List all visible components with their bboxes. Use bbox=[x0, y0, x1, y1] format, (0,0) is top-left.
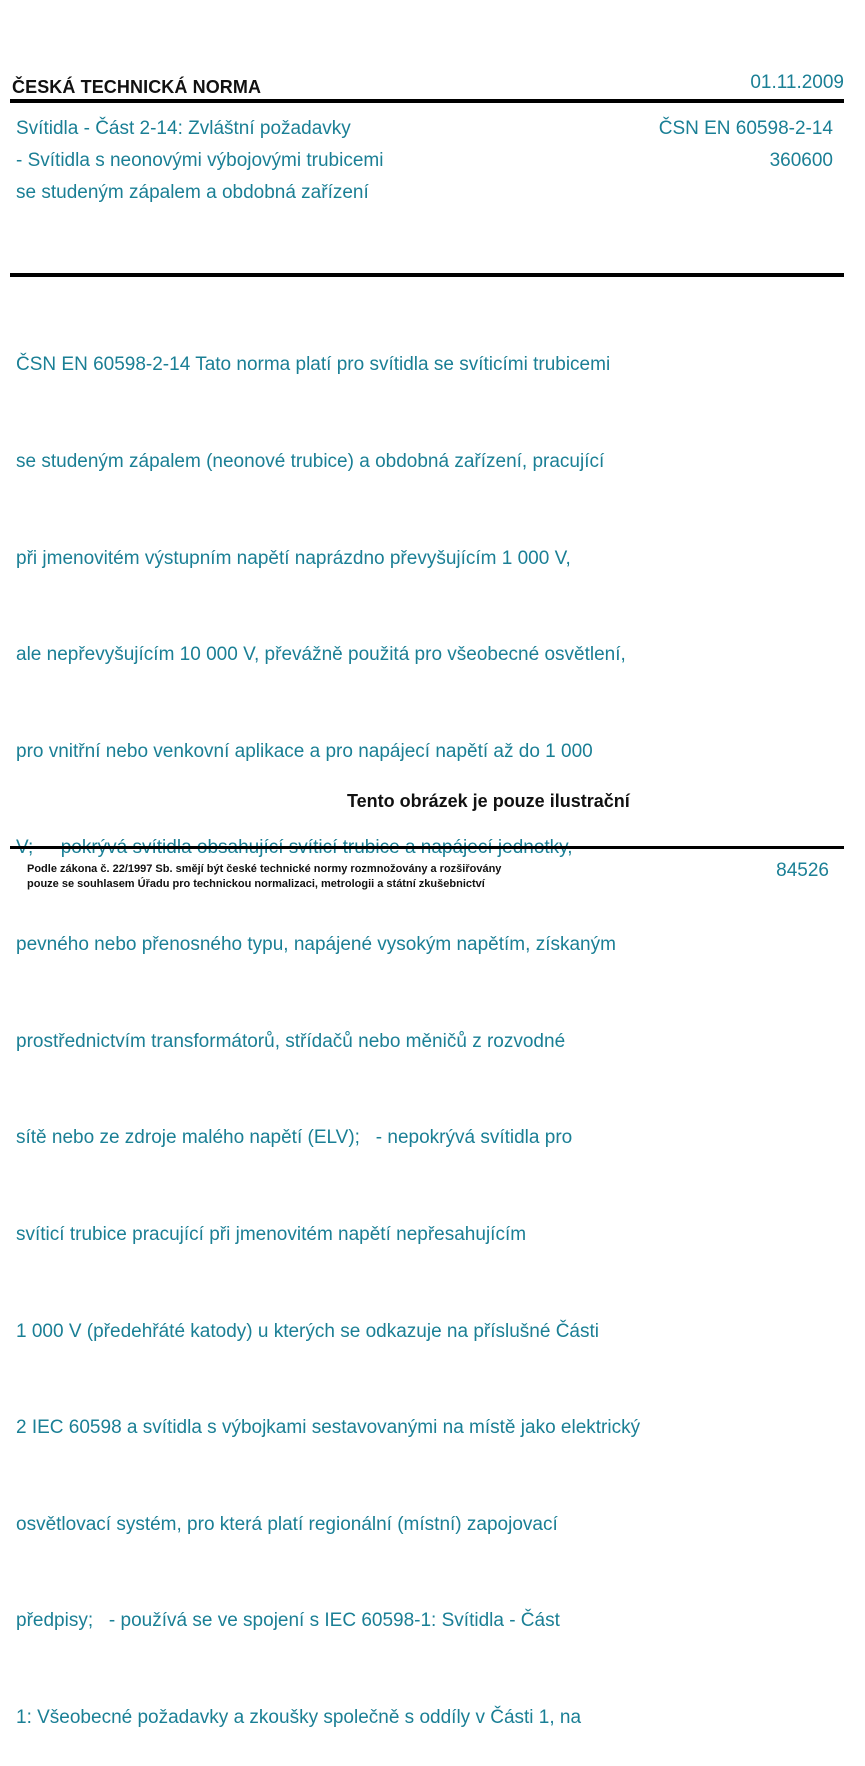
abstract-line: 1: Všeobecné požadavky a zkoušky společně s oddíly v Části 1, na bbox=[16, 1706, 582, 1728]
illustration-note: Tento obrázek je pouze ilustrační bbox=[347, 791, 630, 811]
abstract-line: prostřednictvím transformátorů, střídačů nebo měničů z rozvodné bbox=[16, 1030, 566, 1052]
standard-code: ČSN EN 60598-2-14 bbox=[658, 118, 833, 139]
classification-code: 360600 bbox=[769, 150, 833, 171]
document-header bbox=[10, 66, 844, 100]
title-line: se studeným zápalem a obdobná zařízení bbox=[16, 182, 369, 203]
standard-type-label: ČESKÁ TECHNICKÁ NORMA bbox=[12, 77, 262, 97]
abstract-line: při jmenovitém výstupním napětí naprázdno převyšujícím 1 000 V, bbox=[16, 547, 571, 569]
copyright-line: pouze se souhlasem Úřadu pro technickou normalizaci, metrologii a státní zkušebnictví bbox=[27, 878, 485, 890]
copyright-line: Podle zákona č. 22/1997 Sb. smějí být české technické normy rozmnožovány a rozšiřovány bbox=[27, 863, 502, 875]
abstract-line: ale nepřevyšujícím 10 000 V, převážně použitá pro všeobecné osvětlení, bbox=[16, 644, 626, 666]
abstract-line: se studeným zápalem (neonové trubice) a obdobná zařízení, pracující bbox=[16, 451, 605, 473]
standard-title bbox=[16, 113, 616, 209]
document-number: 84526 bbox=[776, 860, 829, 881]
abstract-line: sítě nebo ze zdroje malého napětí (ELV); - nepokrývá svítidla pro bbox=[16, 1127, 573, 1149]
issue-date: 01.11.2009 bbox=[750, 72, 844, 93]
abstract-line: svíticí trubice pracující při jmenovitém napětí nepřesahujícím bbox=[16, 1223, 527, 1245]
abstract-line: pevného nebo přenosného typu, napájené vysokým napětím, získaným bbox=[16, 934, 616, 956]
header-divider bbox=[10, 99, 844, 103]
title-divider bbox=[10, 273, 844, 277]
title-line: Svítidla - Část 2-14: Zvláštní požadavky bbox=[16, 118, 351, 139]
abstract-line: 2 IEC 60598 a svítidla s výbojkami sestavovanými na místě jako elektrický bbox=[16, 1417, 641, 1439]
copyright-notice bbox=[27, 862, 587, 892]
abstract-line: předpisy; - používá se ve spojení s IEC 60598-1: Svítidla - Část bbox=[16, 1610, 560, 1632]
abstract-line: pro vnitřní nebo venkovní aplikace a pro napájecí napětí až do 1 000 bbox=[16, 740, 593, 762]
standard-codes bbox=[659, 113, 833, 177]
abstract-line: ČSN EN 60598-2-14 Tato norma platí pro svítidla se svíticími trubicemi bbox=[16, 354, 611, 376]
abstract-text bbox=[16, 285, 736, 1766]
title-line: - Svítidla s neonovými výbojovými trubicemi bbox=[16, 150, 384, 171]
abstract-line: osvětlovací systém, pro která platí regionální (místní) zapojovací bbox=[16, 1513, 558, 1535]
abstract-line: 1 000 V (předehřáté katody) u kterých se odkazuje na příslušné Části bbox=[16, 1320, 599, 1342]
footer-divider bbox=[10, 846, 844, 849]
